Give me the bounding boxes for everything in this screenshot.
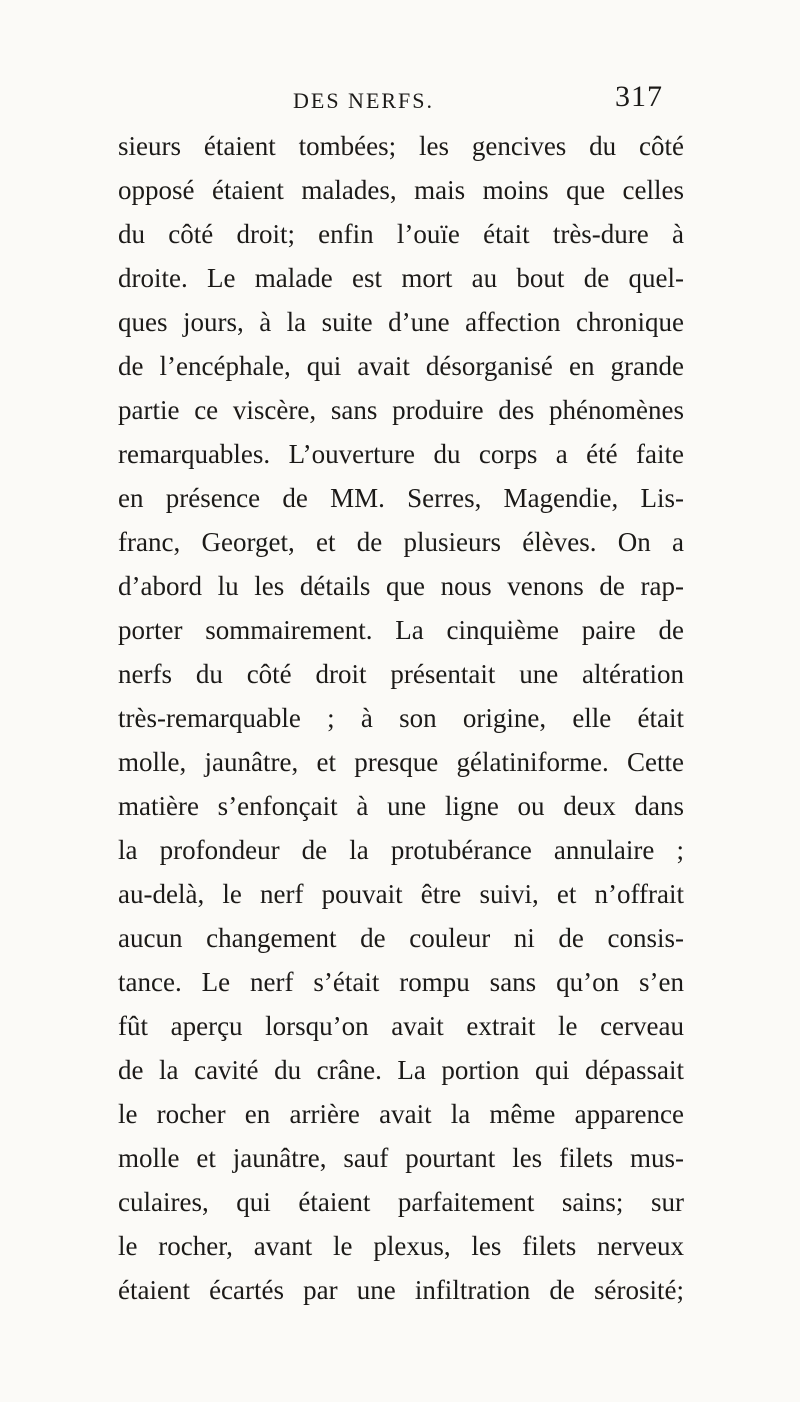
text-line: le rocher, avant le plexus, les filets nerveux <box>118 1231 684 1261</box>
text-line: de la cavité du crâne. La portion qui dépassait <box>118 1055 684 1085</box>
text-line: porter sommairement. La cinquième paire de <box>118 615 684 645</box>
text-line: tance. Le nerf s’était rompu sans qu’on s’en <box>118 967 684 997</box>
text-line: franc, Georget, et de plusieurs élèves. On a <box>118 527 684 557</box>
text-line: aucun changement de couleur ni de consis- <box>118 923 684 953</box>
text-line: culaires, qui étaient parfaitement sains; sur <box>118 1187 684 1217</box>
text-line: matière s’enfonçait à une ligne ou deux dans <box>118 791 684 821</box>
text-line: en présence de MM. Serres, Magendie, Lis- <box>118 483 684 513</box>
text-line: du côté droit; enfin l’ouïe était très-dure à <box>118 219 684 249</box>
page-number: 317 <box>615 80 663 113</box>
text-line: fût aperçu lorsqu’on avait extrait le cerveau <box>118 1011 684 1041</box>
text-line: étaient écartés par une infiltration de sérosité; <box>118 1275 684 1305</box>
text-line: molle, jaunâtre, et presque gélatiniforme. Cette <box>118 747 684 777</box>
text-line: de l’encéphale, qui avait désorganisé en grande <box>118 351 684 381</box>
text-line: très-remarquable ; à son origine, elle était <box>118 703 684 733</box>
text-line: molle et jaunâtre, sauf pourtant les filets mus- <box>118 1143 684 1173</box>
text-line: d’abord lu les détails que nous venons de rap- <box>118 571 684 601</box>
text-line: remarquables. L’ouverture du corps a été faite <box>118 439 684 469</box>
running-head <box>0 80 800 120</box>
running-title: DES NERFS. <box>293 88 435 113</box>
text-line: le rocher en arrière avait la même apparence <box>118 1099 684 1129</box>
text-line: partie ce viscère, sans produire des phénomènes <box>118 395 684 425</box>
text-line: ques jours, à la suite d’une affection chronique <box>118 307 684 337</box>
text-line: au-delà, le nerf pouvait être suivi, et n’offrait <box>118 879 684 909</box>
text-line: sieurs étaient tombées; les gencives du côté <box>118 131 684 161</box>
text-line: nerfs du côté droit présentait une altération <box>118 659 684 689</box>
text-line: droite. Le malade est mort au bout de quel- <box>118 263 684 293</box>
text-line: la profondeur de la protubérance annulaire ; <box>118 835 684 865</box>
text-line: opposé étaient malades, mais moins que celles <box>118 175 684 205</box>
